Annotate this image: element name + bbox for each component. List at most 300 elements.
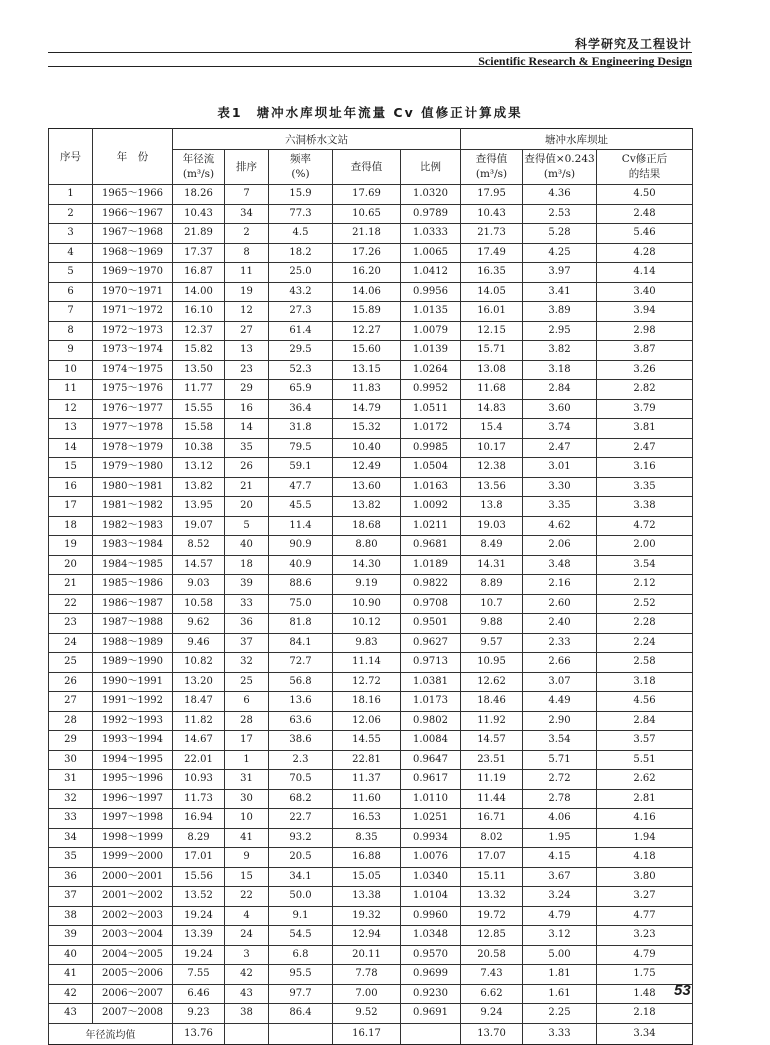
cell-scaled: 2.40 — [523, 614, 597, 634]
cell-scaled: 2.95 — [523, 321, 597, 341]
cell-lookup: 11.37 — [333, 770, 401, 790]
cell-dam-lookup: 17.07 — [461, 848, 523, 868]
cell-corrected: 2.47 — [597, 438, 693, 458]
cell-lookup: 10.65 — [333, 204, 401, 224]
cell-ratio: 1.0065 — [401, 243, 461, 263]
cell-rank: 31 — [225, 770, 269, 790]
cell-ratio: 0.9789 — [401, 204, 461, 224]
cell-seq: 41 — [49, 965, 93, 985]
cell-flow: 15.82 — [173, 341, 225, 361]
cell-freq: 2.3 — [269, 750, 333, 770]
cell-scaled: 3.82 — [523, 341, 597, 361]
cell-lookup: 16.53 — [333, 809, 401, 829]
cell-lookup: 8.80 — [333, 536, 401, 556]
cell-lookup: 13.60 — [333, 477, 401, 497]
cell-scaled: 5.28 — [523, 224, 597, 244]
cell-flow: 19.07 — [173, 516, 225, 536]
cell-corrected: 3.79 — [597, 399, 693, 419]
cell-rank: 14 — [225, 419, 269, 439]
cell-seq: 14 — [49, 438, 93, 458]
cell-seq: 20 — [49, 555, 93, 575]
cell-year: 1995～1996 — [93, 770, 173, 790]
cell-lookup: 22.81 — [333, 750, 401, 770]
cell-flow: 14.57 — [173, 555, 225, 575]
cell-freq: 72.7 — [269, 653, 333, 673]
table-row — [49, 653, 693, 673]
cell-flow: 11.73 — [173, 789, 225, 809]
table-row — [49, 380, 693, 400]
cell-corrected: 3.23 — [597, 926, 693, 946]
table-row — [49, 965, 693, 985]
cell-dam-lookup: 10.43 — [461, 204, 523, 224]
cell-lookup: 7.78 — [333, 965, 401, 985]
cell-flow: 10.43 — [173, 204, 225, 224]
cell-ratio: 1.0110 — [401, 789, 461, 809]
cell-rank: 29 — [225, 380, 269, 400]
cell-lookup: 14.06 — [333, 282, 401, 302]
cell-scaled: 4.36 — [523, 185, 597, 205]
cell-ratio: 0.9960 — [401, 906, 461, 926]
cell-scaled: 2.78 — [523, 789, 597, 809]
cell-year: 1992～1993 — [93, 711, 173, 731]
cell-corrected: 3.87 — [597, 341, 693, 361]
cell-year: 1977～1978 — [93, 419, 173, 439]
cell-dam-lookup: 9.88 — [461, 614, 523, 634]
cell-lookup: 10.12 — [333, 614, 401, 634]
cell-rank: 34 — [225, 204, 269, 224]
cell-corrected: 4.16 — [597, 809, 693, 829]
cell-lookup: 7.00 — [333, 984, 401, 1004]
header-flow — [173, 150, 225, 185]
cell-freq: 43.2 — [269, 282, 333, 302]
cell-ratio: 1.0084 — [401, 731, 461, 751]
cell-year: 1998～1999 — [93, 828, 173, 848]
cell-lookup: 15.32 — [333, 419, 401, 439]
cell-lookup: 16.20 — [333, 263, 401, 283]
header-dam-lookup-label: 查得值 — [475, 153, 508, 165]
average-dam-lookup: 13.70 — [461, 1023, 523, 1044]
cell-seq: 22 — [49, 594, 93, 614]
header-lookup: 查得值 — [333, 150, 401, 185]
average-empty — [401, 1023, 461, 1044]
cell-ratio: 1.0504 — [401, 458, 461, 478]
cell-corrected: 5.51 — [597, 750, 693, 770]
cell-flow: 10.38 — [173, 438, 225, 458]
cell-rank: 9 — [225, 848, 269, 868]
cell-seq: 35 — [49, 848, 93, 868]
table-row — [49, 536, 693, 556]
table-number: 表1 — [217, 105, 243, 120]
cell-seq: 40 — [49, 945, 93, 965]
cell-dam-lookup: 12.38 — [461, 458, 523, 478]
cell-seq: 34 — [49, 828, 93, 848]
cell-scaled: 3.18 — [523, 360, 597, 380]
cell-rank: 42 — [225, 965, 269, 985]
cell-scaled: 3.60 — [523, 399, 597, 419]
cell-seq: 7 — [49, 302, 93, 322]
cell-flow: 6.46 — [173, 984, 225, 1004]
cell-lookup: 20.11 — [333, 945, 401, 965]
cell-seq: 33 — [49, 809, 93, 829]
cell-corrected: 3.54 — [597, 555, 693, 575]
cell-corrected: 2.48 — [597, 204, 693, 224]
cell-dam-lookup: 10.17 — [461, 438, 523, 458]
cell-dam-lookup: 23.51 — [461, 750, 523, 770]
table-row — [49, 302, 693, 322]
cell-corrected: 4.77 — [597, 906, 693, 926]
cell-ratio: 1.0251 — [401, 809, 461, 829]
cell-freq: 4.5 — [269, 224, 333, 244]
header-group-dam: 塘冲水库坝址 — [461, 129, 693, 150]
cell-freq: 84.1 — [269, 633, 333, 653]
cell-dam-lookup: 16.01 — [461, 302, 523, 322]
table-row — [49, 341, 693, 361]
cell-scaled: 1.95 — [523, 828, 597, 848]
header-ratio: 比例 — [401, 150, 461, 185]
cell-flow: 16.94 — [173, 809, 225, 829]
cell-ratio: 1.0511 — [401, 399, 461, 419]
cell-dam-lookup: 15.71 — [461, 341, 523, 361]
cell-seq: 27 — [49, 692, 93, 712]
cell-corrected: 2.24 — [597, 633, 693, 653]
cell-ratio: 0.9708 — [401, 594, 461, 614]
cell-flow: 15.58 — [173, 419, 225, 439]
cell-dam-lookup: 8.89 — [461, 575, 523, 595]
table-row — [49, 926, 693, 946]
cell-lookup: 17.69 — [333, 185, 401, 205]
cell-dam-lookup: 11.68 — [461, 380, 523, 400]
table-row — [49, 360, 693, 380]
cell-rank: 30 — [225, 789, 269, 809]
table-row — [49, 750, 693, 770]
cell-lookup: 15.60 — [333, 341, 401, 361]
page-number: 53 — [674, 982, 691, 999]
header-dam-lookup — [461, 150, 523, 185]
table-row — [49, 575, 693, 595]
cell-ratio: 0.9230 — [401, 984, 461, 1004]
cell-rank: 19 — [225, 282, 269, 302]
cell-year: 1967～1968 — [93, 224, 173, 244]
cell-scaled: 2.53 — [523, 204, 597, 224]
cell-seq: 32 — [49, 789, 93, 809]
cell-scaled: 4.15 — [523, 848, 597, 868]
cell-lookup: 10.40 — [333, 438, 401, 458]
cell-rank: 3 — [225, 945, 269, 965]
cell-ratio: 0.9627 — [401, 633, 461, 653]
cell-scaled: 3.12 — [523, 926, 597, 946]
cell-ratio: 0.9501 — [401, 614, 461, 634]
cell-dam-lookup: 11.92 — [461, 711, 523, 731]
cell-lookup: 14.79 — [333, 399, 401, 419]
cell-freq: 9.1 — [269, 906, 333, 926]
cell-year: 1970～1971 — [93, 282, 173, 302]
cell-flow: 11.77 — [173, 380, 225, 400]
journal-title-cn: 科学研究及工程设计 — [574, 37, 692, 51]
cell-freq: 63.6 — [269, 711, 333, 731]
cell-flow: 12.37 — [173, 321, 225, 341]
cell-freq: 95.5 — [269, 965, 333, 985]
cell-dam-lookup: 19.03 — [461, 516, 523, 536]
cell-lookup: 18.16 — [333, 692, 401, 712]
cell-dam-lookup: 14.05 — [461, 282, 523, 302]
cell-lookup: 9.19 — [333, 575, 401, 595]
cell-rank: 24 — [225, 926, 269, 946]
cell-seq: 12 — [49, 399, 93, 419]
cell-ratio: 1.0135 — [401, 302, 461, 322]
cell-flow: 9.46 — [173, 633, 225, 653]
cell-scaled: 3.01 — [523, 458, 597, 478]
cell-year: 1968～1969 — [93, 243, 173, 263]
cell-year: 1975～1976 — [93, 380, 173, 400]
cell-lookup: 11.83 — [333, 380, 401, 400]
cell-lookup: 10.90 — [333, 594, 401, 614]
cell-freq: 38.6 — [269, 731, 333, 751]
cell-flow: 14.67 — [173, 731, 225, 751]
cell-seq: 6 — [49, 282, 93, 302]
cell-corrected: 3.57 — [597, 731, 693, 751]
cell-flow: 17.37 — [173, 243, 225, 263]
cell-seq: 10 — [49, 360, 93, 380]
cell-flow: 11.82 — [173, 711, 225, 731]
cell-seq: 23 — [49, 614, 93, 634]
cell-lookup: 14.30 — [333, 555, 401, 575]
cell-freq: 59.1 — [269, 458, 333, 478]
cell-year: 1994～1995 — [93, 750, 173, 770]
cell-freq: 97.7 — [269, 984, 333, 1004]
cell-flow: 18.26 — [173, 185, 225, 205]
table-row — [49, 594, 693, 614]
cell-year: 2004～2005 — [93, 945, 173, 965]
table-row — [49, 770, 693, 790]
table-row — [49, 204, 693, 224]
cell-dam-lookup: 14.83 — [461, 399, 523, 419]
cell-seq: 30 — [49, 750, 93, 770]
cell-rank: 2 — [225, 224, 269, 244]
cell-freq: 31.8 — [269, 419, 333, 439]
cell-flow: 13.95 — [173, 497, 225, 517]
cell-dam-lookup: 13.8 — [461, 497, 523, 517]
cell-seq: 17 — [49, 497, 93, 517]
table-row — [49, 906, 693, 926]
cell-freq: 15.9 — [269, 185, 333, 205]
cell-flow: 16.87 — [173, 263, 225, 283]
cell-dam-lookup: 19.72 — [461, 906, 523, 926]
cell-ratio: 1.0139 — [401, 341, 461, 361]
cell-year: 1981～1982 — [93, 497, 173, 517]
cell-rank: 12 — [225, 302, 269, 322]
cell-rank: 28 — [225, 711, 269, 731]
cell-freq: 45.5 — [269, 497, 333, 517]
cell-flow: 13.12 — [173, 458, 225, 478]
cell-corrected: 2.52 — [597, 594, 693, 614]
cell-rank: 18 — [225, 555, 269, 575]
cell-flow: 13.20 — [173, 672, 225, 692]
cell-dam-lookup: 20.58 — [461, 945, 523, 965]
table-row — [49, 438, 693, 458]
cell-corrected: 2.58 — [597, 653, 693, 673]
header-flow-label: 年径流 — [182, 153, 215, 165]
cell-rank: 8 — [225, 243, 269, 263]
cell-seq: 9 — [49, 341, 93, 361]
cell-freq: 25.0 — [269, 263, 333, 283]
cell-ratio: 0.9647 — [401, 750, 461, 770]
cell-flow: 10.93 — [173, 770, 225, 790]
average-flow: 13.76 — [173, 1023, 225, 1044]
cell-ratio: 1.0211 — [401, 516, 461, 536]
cell-ratio: 0.9822 — [401, 575, 461, 595]
cell-ratio: 0.9985 — [401, 438, 461, 458]
cell-seq: 21 — [49, 575, 93, 595]
cell-flow: 13.39 — [173, 926, 225, 946]
cell-freq: 20.5 — [269, 848, 333, 868]
header-seq: 序号 — [49, 129, 93, 185]
cell-flow: 21.89 — [173, 224, 225, 244]
cell-scaled: 2.84 — [523, 380, 597, 400]
cell-scaled: 1.81 — [523, 965, 597, 985]
header-rule-top — [48, 52, 692, 53]
cell-year: 2005～2006 — [93, 965, 173, 985]
cell-flow: 10.82 — [173, 653, 225, 673]
cell-dam-lookup: 8.02 — [461, 828, 523, 848]
cell-dam-lookup: 16.71 — [461, 809, 523, 829]
cell-freq: 34.1 — [269, 867, 333, 887]
cell-year: 1997～1998 — [93, 809, 173, 829]
cell-seq: 8 — [49, 321, 93, 341]
cell-ratio: 1.0076 — [401, 848, 461, 868]
cell-corrected: 3.94 — [597, 302, 693, 322]
cell-corrected: 4.18 — [597, 848, 693, 868]
cell-dam-lookup: 16.35 — [461, 263, 523, 283]
cell-scaled: 3.30 — [523, 477, 597, 497]
cell-year: 1983～1984 — [93, 536, 173, 556]
average-scaled: 3.33 — [523, 1023, 597, 1044]
cell-scaled: 1.61 — [523, 984, 597, 1004]
cell-year: 1989～1990 — [93, 653, 173, 673]
cell-lookup: 21.18 — [333, 224, 401, 244]
cell-corrected: 1.48 — [597, 984, 693, 1004]
average-row — [49, 1023, 693, 1044]
cell-dam-lookup: 12.85 — [461, 926, 523, 946]
cell-lookup: 15.89 — [333, 302, 401, 322]
journal-title-en: Scientific Research & Engineering Design — [478, 54, 692, 68]
cell-seq: 43 — [49, 1004, 93, 1024]
table-row — [49, 711, 693, 731]
cell-scaled: 4.62 — [523, 516, 597, 536]
table-row — [49, 789, 693, 809]
cell-year: 1965～1966 — [93, 185, 173, 205]
cell-seq: 15 — [49, 458, 93, 478]
cell-dam-lookup: 15.11 — [461, 867, 523, 887]
cell-lookup: 8.35 — [333, 828, 401, 848]
cell-rank: 40 — [225, 536, 269, 556]
table-row — [49, 887, 693, 907]
cell-lookup: 19.32 — [333, 906, 401, 926]
cell-year: 1976～1977 — [93, 399, 173, 419]
cell-dam-lookup: 7.43 — [461, 965, 523, 985]
cell-lookup: 11.60 — [333, 789, 401, 809]
header-dam-lookup-unit: (m³/s) — [475, 168, 508, 180]
cell-scaled: 3.41 — [523, 282, 597, 302]
cell-scaled: 3.48 — [523, 555, 597, 575]
cell-lookup: 12.49 — [333, 458, 401, 478]
cell-year: 1980～1981 — [93, 477, 173, 497]
cell-scaled: 2.25 — [523, 1004, 597, 1024]
cell-ratio: 0.9713 — [401, 653, 461, 673]
cell-scaled: 2.33 — [523, 633, 597, 653]
cell-year: 1987～1988 — [93, 614, 173, 634]
cell-lookup: 17.26 — [333, 243, 401, 263]
cell-freq: 81.8 — [269, 614, 333, 634]
table-row — [49, 614, 693, 634]
cell-rank: 37 — [225, 633, 269, 653]
table-row — [49, 945, 693, 965]
cell-flow: 15.56 — [173, 867, 225, 887]
cell-dam-lookup: 8.49 — [461, 536, 523, 556]
cell-corrected: 5.46 — [597, 224, 693, 244]
cell-ratio: 1.0163 — [401, 477, 461, 497]
average-empty — [269, 1023, 333, 1044]
cell-year: 2001～2002 — [93, 887, 173, 907]
cell-ratio: 0.9802 — [401, 711, 461, 731]
cell-ratio: 0.9956 — [401, 282, 461, 302]
cell-lookup: 12.06 — [333, 711, 401, 731]
cell-scaled: 3.89 — [523, 302, 597, 322]
cell-year: 1979～1980 — [93, 458, 173, 478]
cell-ratio: 0.9934 — [401, 828, 461, 848]
cell-seq: 39 — [49, 926, 93, 946]
cell-year: 1991～1992 — [93, 692, 173, 712]
cell-ratio: 1.0333 — [401, 224, 461, 244]
cell-ratio: 0.9952 — [401, 380, 461, 400]
cell-dam-lookup: 11.44 — [461, 789, 523, 809]
cell-freq: 52.3 — [269, 360, 333, 380]
cell-rank: 25 — [225, 672, 269, 692]
cell-freq: 93.2 — [269, 828, 333, 848]
cell-seq: 36 — [49, 867, 93, 887]
table-row — [49, 224, 693, 244]
header-group-station: 六洞桥水文站 — [173, 129, 461, 150]
cell-lookup: 12.94 — [333, 926, 401, 946]
cell-scaled: 3.24 — [523, 887, 597, 907]
cell-seq: 42 — [49, 984, 93, 1004]
cell-corrected: 3.26 — [597, 360, 693, 380]
average-empty — [225, 1023, 269, 1044]
cell-flow: 10.58 — [173, 594, 225, 614]
cell-freq: 86.4 — [269, 1004, 333, 1024]
cell-corrected: 2.82 — [597, 380, 693, 400]
cell-dam-lookup: 9.57 — [461, 633, 523, 653]
table-row — [49, 399, 693, 419]
cell-year: 2003～2004 — [93, 926, 173, 946]
cell-seq: 19 — [49, 536, 93, 556]
cell-corrected: 3.80 — [597, 867, 693, 887]
cell-ratio: 1.0079 — [401, 321, 461, 341]
cell-rank: 20 — [225, 497, 269, 517]
cell-freq: 75.0 — [269, 594, 333, 614]
cell-year: 1971～1972 — [93, 302, 173, 322]
cell-scaled: 3.67 — [523, 867, 597, 887]
cell-seq: 37 — [49, 887, 93, 907]
cell-lookup: 16.88 — [333, 848, 401, 868]
cell-ratio: 0.9681 — [401, 536, 461, 556]
cell-year: 1969～1970 — [93, 263, 173, 283]
cell-year: 1985～1986 — [93, 575, 173, 595]
cell-corrected: 4.56 — [597, 692, 693, 712]
cell-freq: 61.4 — [269, 321, 333, 341]
cell-corrected: 2.28 — [597, 614, 693, 634]
cell-rank: 33 — [225, 594, 269, 614]
cell-freq: 22.7 — [269, 809, 333, 829]
